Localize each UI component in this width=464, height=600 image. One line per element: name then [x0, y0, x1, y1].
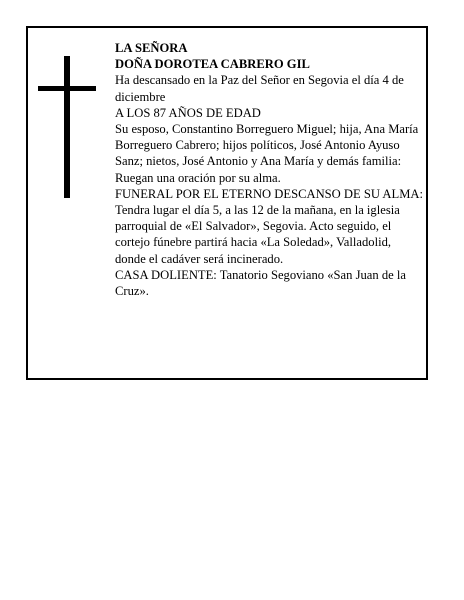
mourning-house: CASA DOLIENTE: Tanatorio Segoviano «San Juan de la Cruz». [115, 267, 406, 299]
obituary-notice [26, 26, 428, 380]
heading-title: LA SEÑORA [115, 41, 188, 55]
obituary-text [115, 40, 423, 299]
family-list: Su esposo, Constantino Borreguero Miguel; hija, Ana María Borreguero Cabrero; hijos políticos, José Antonio Ayuso Sanz; nietos, José Antonio y Ana María y demás familia: [115, 122, 419, 169]
age-line: A LOS 87 AÑOS DE EDAD [115, 105, 261, 120]
cross-icon [38, 56, 98, 198]
cross-horizontal-bar [38, 86, 96, 91]
cross-vertical-bar [64, 56, 70, 198]
death-statement: Ha descansado en la Paz del Señor en Segovia el día 4 de diciembre [115, 73, 404, 104]
deceased-name: DOÑA DOROTEA CABRERO GIL [115, 57, 310, 72]
funeral-details: FUNERAL POR EL ETERNO DESCANSO DE SU ALMA: Tendra lugar el día 5, a las 12 de la mañana, en la iglesia parroquial de «El Salvador», Segovia. Acto seguido, el cortejo fúnebre partirá hacia «La Soledad», Valladolid, donde el cadáver será incinerado. [115, 186, 423, 266]
prayer-request: Ruegan una oración por su alma. [115, 170, 281, 185]
